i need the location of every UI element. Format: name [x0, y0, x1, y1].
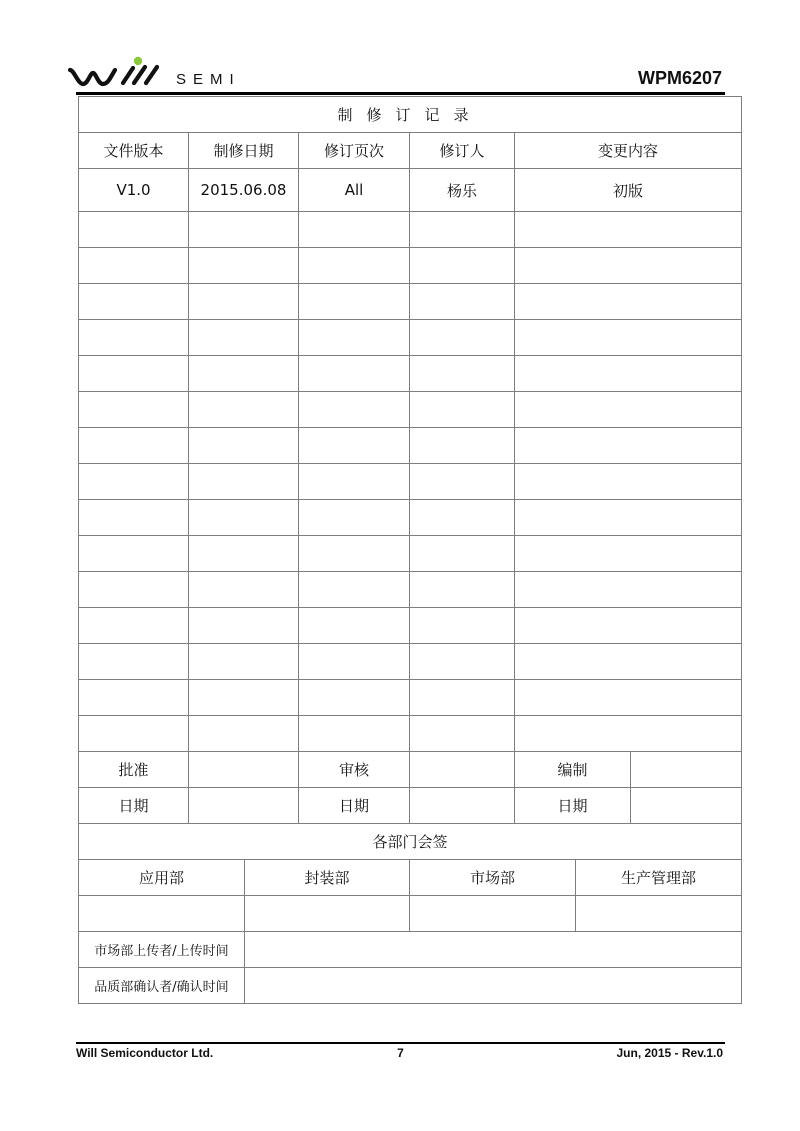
- footer-page-number: 7: [397, 1046, 404, 1060]
- empty-row: [79, 212, 742, 248]
- cell-version: V1.0: [79, 169, 189, 212]
- empty-row: [79, 536, 742, 572]
- approve-date-label: 日期: [79, 788, 189, 824]
- department-header-row: [79, 860, 742, 896]
- empty-row: [79, 320, 742, 356]
- review-date-field: [410, 788, 515, 824]
- empty-row: [79, 284, 742, 320]
- empty-row: [79, 428, 742, 464]
- dept-marketing: 市场部: [410, 860, 576, 896]
- company-logo: [68, 56, 258, 88]
- empty-row: [79, 572, 742, 608]
- cell-changes: 初版: [515, 169, 742, 212]
- compile-date-field: [631, 788, 742, 824]
- marketing-upload-field: [245, 932, 742, 968]
- footer-date-revision: Jun, 2015 - Rev.1.0: [616, 1046, 723, 1060]
- department-signature-row: [79, 896, 742, 932]
- footer-company: Will Semiconductor Ltd.: [76, 1046, 214, 1060]
- cell-date: 2015.06.08: [189, 169, 299, 212]
- column-header-version: 文件版本: [79, 133, 189, 169]
- dept-production-management: 生产管理部: [576, 860, 742, 896]
- approve-label: 批准: [79, 752, 189, 788]
- revision-record-table: [78, 96, 742, 1004]
- quality-confirm-field: [245, 968, 742, 1004]
- compile-field: [631, 752, 742, 788]
- dept-packaging: 封装部: [245, 860, 410, 896]
- column-header-date: 制修日期: [189, 133, 299, 169]
- review-label: 审核: [299, 752, 410, 788]
- empty-row: [79, 608, 742, 644]
- dept-packaging-signature: [245, 896, 410, 932]
- logo-text: SEMI: [176, 71, 241, 88]
- cell-pages: All: [299, 169, 410, 212]
- empty-row: [79, 680, 742, 716]
- review-date-label: 日期: [299, 788, 410, 824]
- column-header-changes: 变更内容: [515, 133, 742, 169]
- quality-confirm-row: [79, 968, 742, 1004]
- marketing-upload-label: 市场部上传者/上传时间: [79, 932, 245, 968]
- department-signoff-title: 各部门会签: [79, 824, 742, 860]
- empty-row: [79, 716, 742, 752]
- empty-row: [79, 392, 742, 428]
- document-id: WPM6207: [637, 68, 722, 88]
- cell-reviser: 杨乐: [410, 169, 515, 212]
- column-header-pages: 修订页次: [299, 133, 410, 169]
- revision-record-title: 制修订记录: [79, 97, 742, 133]
- approval-date-row: [79, 788, 742, 824]
- dept-marketing-signature: [410, 896, 576, 932]
- table-row: [79, 169, 742, 212]
- column-header-reviser: 修订人: [410, 133, 515, 169]
- approve-date-field: [189, 788, 299, 824]
- approve-field: [189, 752, 299, 788]
- header-rule: [76, 92, 725, 95]
- empty-row: [79, 464, 742, 500]
- will-logo-icon: [68, 56, 172, 88]
- compile-label: 编制: [515, 752, 631, 788]
- logo-dot: [134, 57, 142, 65]
- empty-row: [79, 356, 742, 392]
- dept-application-signature: [79, 896, 245, 932]
- marketing-upload-row: [79, 932, 742, 968]
- empty-row: [79, 248, 742, 284]
- page-footer: [76, 1046, 725, 1064]
- quality-confirm-label: 品质部确认者/确认时间: [79, 968, 245, 1004]
- dept-production-signature: [576, 896, 742, 932]
- footer-rule: [76, 1042, 725, 1044]
- empty-row: [79, 644, 742, 680]
- dept-application: 应用部: [79, 860, 245, 896]
- approval-row: [79, 752, 742, 788]
- empty-row: [79, 500, 742, 536]
- compile-date-label: 日期: [515, 788, 631, 824]
- review-field: [410, 752, 515, 788]
